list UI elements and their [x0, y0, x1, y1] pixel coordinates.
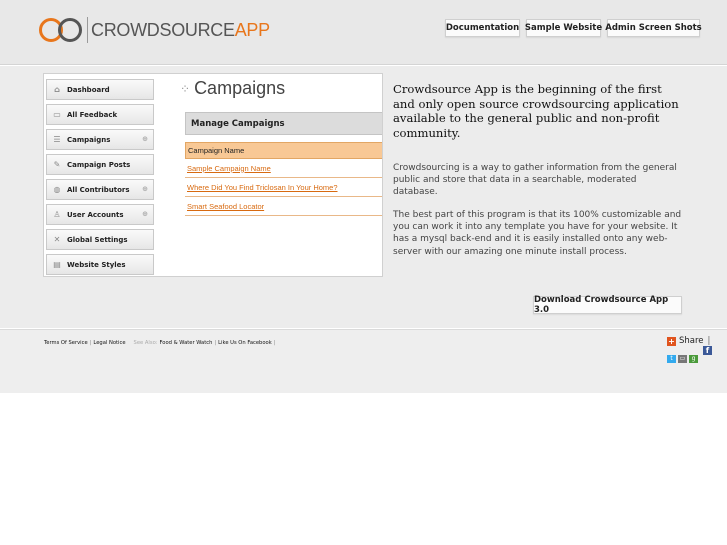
sidebar-item-campaign-posts[interactable]	[46, 154, 154, 175]
dots-icon: ⁘	[180, 81, 191, 96]
sidebar-item-campaigns[interactable]	[46, 129, 154, 150]
sidebar-item-dashboard[interactable]	[46, 79, 154, 100]
user-icon: ♙	[53, 210, 61, 219]
sidebar-item-user-accounts[interactable]	[46, 204, 154, 225]
table-row[interactable]: Sample Campaign Name	[185, 159, 383, 178]
sidebar-item-label: Global Settings	[67, 235, 128, 244]
page-title-text: Campaigns	[194, 78, 286, 98]
sample-website-button[interactable]: Sample Website	[526, 19, 601, 37]
facebook-link[interactable]: Like Us On Facebook	[218, 340, 272, 346]
separator: |	[273, 340, 276, 346]
sidebar-item-label: User Accounts	[67, 210, 124, 219]
sidebar-item-label: Campaigns	[67, 135, 111, 144]
sidebar-item-label: Dashboard	[67, 85, 110, 94]
description-paragraph: The best part of this program is that its 100% customizable and you can work it into any template you have for your website. It has a mysql back-end and it is easily installed onto any web-server with our amazing one minute install process.	[393, 210, 682, 257]
print-icon[interactable]: ▭	[679, 355, 686, 362]
sidebar-item-global-settings[interactable]	[46, 229, 154, 250]
documentation-button[interactable]: Documentation	[445, 19, 520, 37]
column-header: Campaign Name	[185, 142, 383, 159]
manage-campaigns-heading: Manage Campaigns	[185, 112, 383, 135]
food-water-watch-link[interactable]: Food & Water Watch	[159, 340, 213, 346]
sidebar-item-website-styles[interactable]	[46, 254, 154, 275]
page-title	[180, 78, 285, 99]
sidebar-item-all-feedback[interactable]	[46, 104, 154, 125]
separator: |	[214, 340, 217, 346]
site-header	[0, 0, 727, 65]
feedback-icon: ▭	[53, 110, 61, 119]
admin-screenshot	[43, 73, 383, 277]
globe-icon: ◍	[53, 185, 61, 194]
sidebar-item-all-contributors[interactable]	[46, 179, 154, 200]
share-label: Share	[679, 336, 704, 346]
share-button[interactable]	[667, 336, 710, 346]
sidebar-item-label: All Feedback	[67, 110, 118, 119]
home-icon: ⌂	[54, 85, 60, 94]
infinity-logo-icon	[38, 16, 84, 44]
table-row[interactable]: Where Did You Find Triclosan In Your Home?	[185, 178, 383, 197]
separator: |	[707, 336, 711, 346]
share-icons	[667, 355, 700, 363]
styles-icon: ▤	[53, 260, 61, 269]
sidebar-item-label: Website Styles	[67, 260, 126, 269]
share-plus-icon: +	[668, 336, 675, 346]
twitter-icon[interactable]: t	[667, 355, 676, 363]
logo[interactable]	[38, 16, 270, 44]
see-also-label: See Also:	[133, 340, 158, 346]
logo-text: CROWDSOURCEAPP	[91, 19, 270, 40]
google-icon[interactable]: g	[689, 355, 698, 363]
footer-links	[44, 340, 277, 346]
description-paragraph: Crowdsourcing is a way to gather information from the general public and store that data in a searchable, moderated database.	[393, 163, 677, 198]
intro-text: Crowdsource App is the beginning of the first and only open source crowdsourcing application available to the general public and non-profit community.	[393, 82, 679, 140]
expand-arrow-icon: ⊕	[142, 210, 148, 218]
sidebar-item-label: All Contributors	[67, 185, 130, 194]
download-button[interactable]: Download Crowdsource App 3.0	[533, 296, 682, 314]
expand-arrow-icon: ⊕	[142, 135, 148, 143]
logo-separator	[87, 17, 88, 43]
tools-icon: ✕	[53, 235, 61, 244]
separator: |	[89, 340, 92, 346]
table-row[interactable]: Smart Seafood Locator	[185, 197, 383, 216]
expand-arrow-icon: ⊕	[142, 185, 148, 193]
campaigns-icon: ☰	[53, 135, 61, 144]
terms-link[interactable]: Terms Of Service	[44, 340, 88, 346]
admin-screenshots-button[interactable]: Admin Screen Shots	[607, 19, 700, 37]
facebook-icon[interactable]: f	[703, 346, 712, 355]
sidebar-item-label: Campaign Posts	[67, 160, 131, 169]
footer	[0, 329, 727, 393]
legal-notice-link[interactable]: Legal Notice	[93, 340, 126, 346]
pencil-icon: ✎	[53, 160, 61, 169]
